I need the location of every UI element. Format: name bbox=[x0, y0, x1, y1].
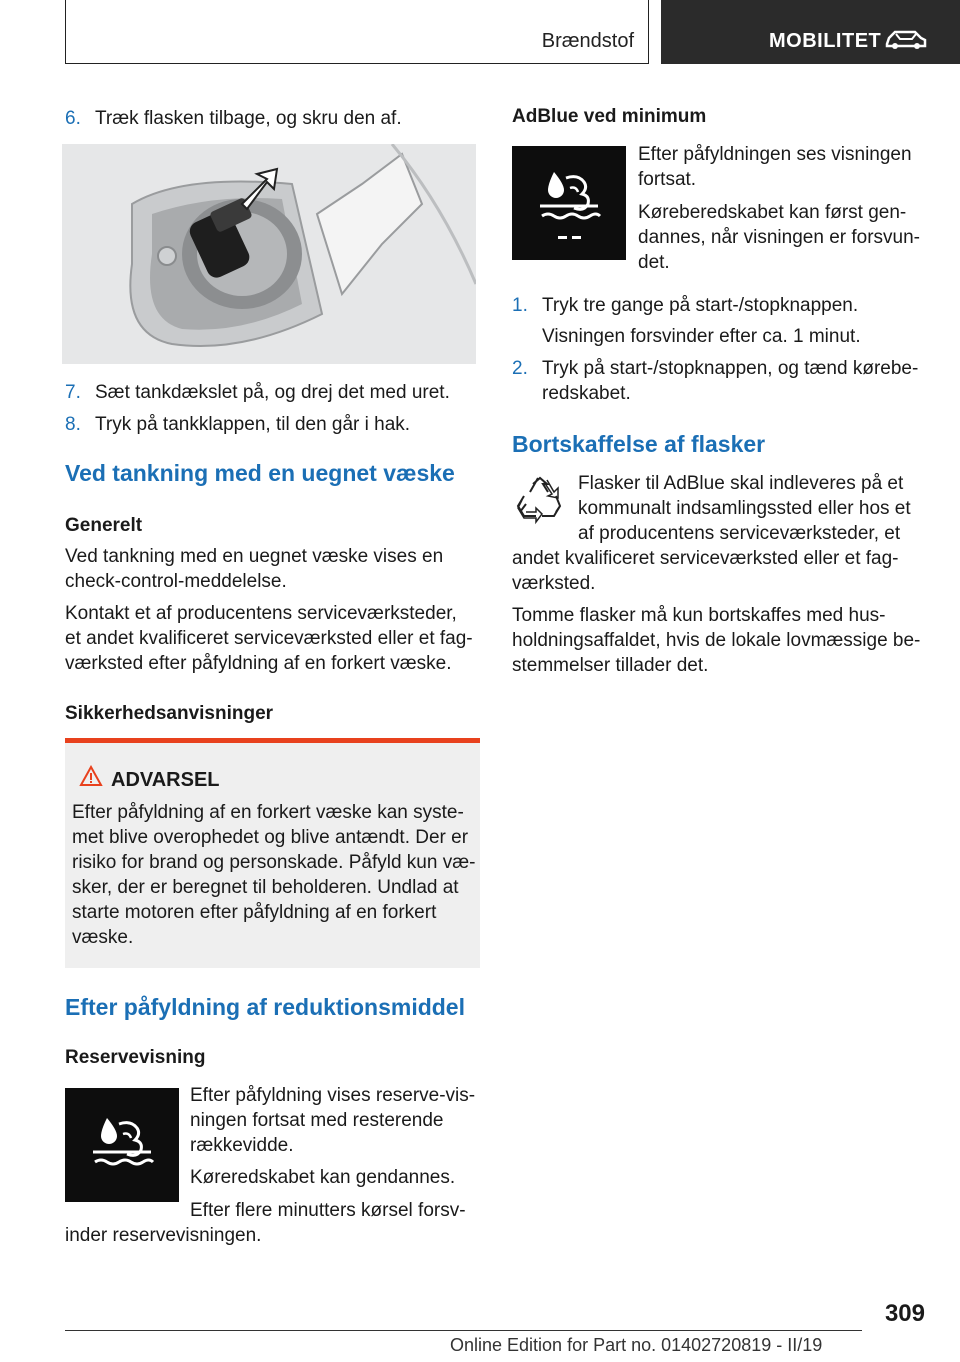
fuel-filler-illustration bbox=[62, 144, 476, 364]
contact-line-1: Kontakt et af producentens serviceværksteder, bbox=[65, 603, 457, 624]
reserve-line-6: inder reservevisningen. bbox=[65, 1225, 262, 1246]
warning-line-6: væske. bbox=[72, 927, 134, 948]
footer-divider bbox=[65, 1330, 862, 1331]
disposal-line-1: Flasker til AdBlue skal indleveres på et bbox=[578, 473, 904, 494]
minimum-line-5: det. bbox=[638, 252, 670, 273]
step-2-line-2: redskabet. bbox=[542, 383, 631, 404]
step-text: Træk flasken tilbage, og skru den af. bbox=[95, 108, 402, 129]
step-number: 8. bbox=[65, 414, 81, 435]
warning-box bbox=[65, 738, 480, 968]
list-item-step-8 bbox=[65, 412, 410, 437]
empty-bottles-line-3: stemmelser tillader det. bbox=[512, 655, 709, 676]
car-icon bbox=[883, 28, 929, 52]
minimum-line-4: dannes, når visningen er forsvun- bbox=[638, 227, 920, 248]
warning-line-2: met blive overophedet og blive antændt. Der er bbox=[72, 827, 469, 848]
heading-after-refill: Efter påfyldning af reduktionsmiddel bbox=[65, 994, 465, 1020]
disposal-line-5: værksted. bbox=[512, 573, 596, 594]
header-section-title: Brændstof bbox=[541, 30, 634, 52]
step-text: Tryk på start-/stopknappen, og tænd kørebe- bbox=[542, 358, 919, 379]
step-text: Tryk tre gange på start-/stopknappen. bbox=[542, 295, 859, 316]
adblue-reserve-indicator bbox=[65, 1088, 179, 1202]
minimum-line-3: Køreberedskabet kan først gen- bbox=[638, 202, 907, 223]
subheading-adblue-minimum: AdBlue ved minimum bbox=[512, 106, 707, 127]
subheading-safety: Sikkerhedsanvisninger bbox=[65, 703, 274, 724]
disposal-line-3: af producentens serviceværksteder, et bbox=[578, 523, 901, 544]
subheading-general: Generelt bbox=[65, 515, 143, 536]
contact-line-3: værksted efter påfyldning af en forkert væske. bbox=[65, 653, 452, 674]
step-1-note: Visningen forsvinder efter ca. 1 minut. bbox=[542, 326, 861, 347]
empty-bottles-line-1: Tomme flasker må kun bortskaffes med hus- bbox=[512, 605, 886, 626]
step-number: 2. bbox=[512, 358, 528, 379]
reserve-line-1: Efter påfyldning vises reserve-vis- bbox=[190, 1085, 476, 1106]
adblue-minimum-indicator bbox=[512, 146, 626, 260]
list-item-step-2 bbox=[512, 356, 918, 381]
header-section-box bbox=[65, 0, 649, 64]
header-chapter-box bbox=[661, 0, 960, 64]
subheading-reserve: Reservevisning bbox=[65, 1047, 206, 1068]
minimum-line-2: fortsat. bbox=[638, 169, 697, 190]
general-line-1: Ved tankning med en uegnet væske vises en bbox=[65, 546, 444, 567]
recycling-icon bbox=[514, 474, 566, 526]
step-number: 7. bbox=[65, 382, 81, 403]
heading-unsuitable-fluid: Ved tankning med en uegnet væske bbox=[65, 460, 455, 486]
warning-line-1: Efter påfyldning af en forkert væske kan syste- bbox=[72, 802, 464, 823]
warning-line-3: risiko for brand og personskade. Påfyld kun væ- bbox=[72, 852, 476, 873]
list-item-step-6 bbox=[65, 106, 402, 131]
warning-line-5: starte motoren efter påfyldning af en forkert bbox=[72, 902, 437, 923]
reserve-line-3: rækkevidde. bbox=[190, 1135, 294, 1156]
adblue-minimum-icon bbox=[512, 146, 626, 260]
general-line-2: check-control-meddelelse. bbox=[65, 571, 287, 592]
disposal-line-4: andet kvalificeret serviceværksted eller et fag- bbox=[512, 548, 899, 569]
adblue-reserve-icon bbox=[65, 1088, 179, 1202]
page-number: 309 bbox=[884, 1300, 925, 1327]
empty-bottles-line-2: holdningsaffaldet, hvis de lokale lovmæssige be- bbox=[512, 630, 921, 651]
step-text: Sæt tankdækslet på, og drej det med uret. bbox=[95, 382, 450, 403]
disposal-line-2: kommunalt indsamlingssted eller hos et bbox=[578, 498, 911, 519]
reserve-line-5: Efter flere minutters kørsel forsv- bbox=[190, 1200, 466, 1221]
step-text: Tryk på tankklappen, til den går i hak. bbox=[95, 414, 411, 435]
step-number: 1. bbox=[512, 295, 528, 316]
list-item-step-1 bbox=[512, 293, 858, 318]
step-number: 6. bbox=[65, 108, 81, 129]
contact-line-2: et andet kvalificeret serviceværksted eller et fag- bbox=[65, 628, 473, 649]
reserve-line-2: ningen fortsat med resterende bbox=[190, 1110, 444, 1131]
warning-triangle-icon bbox=[79, 765, 103, 787]
reserve-line-4: Køreredskabet kan gendannes. bbox=[190, 1167, 456, 1188]
minimum-line-1: Efter påfyldningen ses visningen bbox=[638, 144, 912, 165]
list-item-step-7 bbox=[65, 380, 450, 405]
header-chapter-title: MOBILITET bbox=[769, 30, 882, 52]
warning-title: ADVARSEL bbox=[111, 769, 220, 791]
footer-edition: Online Edition for Part no. 01402720819 - II/19 bbox=[450, 1335, 823, 1355]
heading-bottle-disposal: Bortskaffelse af flasker bbox=[512, 431, 766, 457]
warning-line-4: sker, der er beregnet til beholderen. Undlad at bbox=[72, 877, 459, 898]
